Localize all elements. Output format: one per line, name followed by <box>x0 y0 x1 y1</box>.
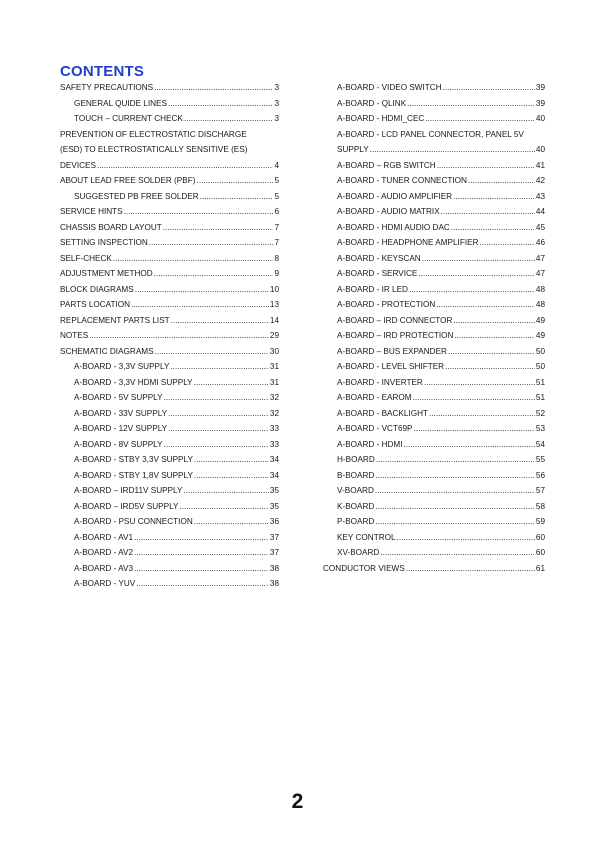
toc-entry[interactable] <box>60 452 279 468</box>
toc-entry-page: 60 <box>535 548 545 557</box>
toc-entry[interactable] <box>60 220 279 236</box>
toc-entry-title: ABOUT LEAD FREE SOLDER (PBF) <box>60 176 196 185</box>
toc-dot-leader <box>131 297 269 313</box>
toc-entry[interactable] <box>60 80 279 96</box>
toc-entry-page: 47 <box>535 269 545 278</box>
toc-entry-page: 38 <box>269 563 279 573</box>
toc-dot-leader <box>184 111 274 127</box>
toc-entry-title: A-BOARD - AV1 <box>74 532 133 542</box>
toc-dot-leader <box>124 204 274 220</box>
toc-entry-title: KEY CONTROL <box>337 532 396 542</box>
toc-dot-leader <box>194 468 269 484</box>
toc-entry[interactable] <box>60 111 279 127</box>
toc-entry-title: A-BOARD - VIDEO SWITCH <box>337 83 442 92</box>
toc-entry[interactable] <box>323 96 545 112</box>
toc-dot-leader <box>168 421 269 437</box>
toc-entry[interactable] <box>60 375 279 391</box>
toc-entry[interactable] <box>323 468 545 484</box>
toc-dot-leader <box>171 313 269 329</box>
toc-entry[interactable] <box>60 359 279 375</box>
toc-dot-leader <box>425 111 535 127</box>
toc-entry-page: 7 <box>274 238 279 247</box>
toc-entry[interactable] <box>60 499 279 515</box>
toc-entry[interactable] <box>323 375 545 391</box>
toc-entry-page: 4 <box>274 160 279 170</box>
toc-entry[interactable] <box>323 173 545 189</box>
toc-entry-title: DEVICES <box>60 160 96 170</box>
toc-entry-title: A-BOARD – BUS EXPANDER <box>337 346 447 356</box>
toc-dot-leader <box>448 344 535 360</box>
toc-dot-leader <box>154 80 273 96</box>
toc-entry-title: CHASSIS BOARD LAYOUT <box>60 222 162 232</box>
toc-entry[interactable] <box>60 313 279 329</box>
toc-dot-leader <box>413 390 535 406</box>
toc-dot-leader <box>135 282 269 298</box>
toc-entry-title: A-BOARD - PSU CONNECTION <box>74 517 193 526</box>
toc-entry[interactable] <box>323 437 545 453</box>
toc-entry-page: 51 <box>535 393 545 402</box>
toc-entry-title: XV-BOARD <box>337 548 380 557</box>
toc-entry-title: ADJUSTMENT METHOD <box>60 269 153 278</box>
toc-entry-page: 43 <box>535 191 545 201</box>
toc-entry[interactable] <box>60 251 279 267</box>
toc-entry-title: A-BOARD - 12V SUPPLY <box>74 424 168 433</box>
toc-entry-title: A-BOARD - HDMI <box>337 439 403 449</box>
toc-entry[interactable] <box>60 468 279 484</box>
toc-entry-title: SERVICE HINTS <box>60 207 123 216</box>
toc-dot-leader <box>194 452 269 468</box>
toc-entry-page: 49 <box>535 315 545 325</box>
toc-dot-leader <box>406 561 535 577</box>
toc-entry-title: A-BOARD - AUDIO MATRIX <box>337 207 440 216</box>
toc-dot-leader <box>404 437 535 453</box>
toc-dot-leader <box>164 437 269 453</box>
toc-entry-page: 37 <box>269 532 279 542</box>
toc-dot-leader <box>429 406 535 422</box>
toc-entry[interactable] <box>60 297 279 313</box>
toc-entry[interactable] <box>323 530 545 546</box>
toc-entry-page: 50 <box>535 362 545 371</box>
toc-entry-page: 37 <box>269 548 279 557</box>
toc-entry-title: PREVENTION OF ELECTROSTATIC DISCHARGE <box>60 129 247 139</box>
toc-entry[interactable] <box>323 266 545 282</box>
toc-entry-page: 32 <box>269 408 279 418</box>
toc-entry-title: A-BOARD - AUDIO AMPLIFIER <box>337 191 453 201</box>
toc-entry-page: 33 <box>269 424 279 433</box>
toc-entry[interactable] <box>323 359 545 375</box>
toc-entry[interactable] <box>60 561 279 577</box>
toc-entry[interactable] <box>60 158 279 174</box>
toc-entry-title: SELF-CHECK <box>60 253 112 263</box>
toc-dot-leader <box>134 530 269 546</box>
toc-entry[interactable] <box>60 344 279 360</box>
toc-entry[interactable] <box>323 220 545 236</box>
toc-entry[interactable] <box>60 514 279 530</box>
toc-entry-title: A-BOARD - LCD PANEL CONNECTOR, PANEL 5V <box>337 129 524 139</box>
toc-entry-page: 57 <box>535 486 545 495</box>
toc-entry[interactable] <box>60 406 279 422</box>
toc-dot-leader <box>453 313 534 329</box>
toc-entry-title: NOTES <box>60 331 89 340</box>
toc-entry-title: TOUCH – CURRENT CHECK <box>74 114 183 123</box>
toc-entry-title: A-BOARD - INVERTER <box>337 377 423 387</box>
toc-dot-leader <box>424 375 535 391</box>
toc-entry[interactable] <box>60 189 279 205</box>
toc-entry[interactable] <box>323 80 545 96</box>
toc-entry-page: 35 <box>269 501 279 511</box>
toc-entry-page: 39 <box>535 98 545 108</box>
toc-entry-title: SCHEMATIC DIAGRAMS <box>60 346 154 356</box>
toc-dot-leader <box>196 173 273 189</box>
toc-entry-page: 6 <box>274 207 279 216</box>
toc-entry-title: SAFETY PRECAUTIONS <box>60 83 154 92</box>
toc-entry-page: 10 <box>269 284 279 294</box>
toc-dot-leader <box>397 530 535 546</box>
toc-entry-page: 8 <box>274 253 279 263</box>
toc-entry[interactable] <box>323 204 545 220</box>
toc-entry-title: A-BOARD - AV2 <box>74 548 133 557</box>
toc-entry-title: A-BOARD - KEYSCAN <box>337 253 421 263</box>
toc-entry-title: A-BOARD – IRD CONNECTOR <box>337 315 453 325</box>
toc-entry-page: 7 <box>274 222 279 232</box>
toc-dot-leader <box>468 173 535 189</box>
toc-entry-title: P-BOARD <box>337 517 375 526</box>
toc-entry[interactable] <box>60 437 279 453</box>
toc-dot-leader <box>113 251 274 267</box>
toc-entry-title: B-BOARD <box>337 470 375 480</box>
toc-dot-leader <box>194 514 269 530</box>
toc-entry-page: 60 <box>535 532 545 542</box>
toc-dot-leader <box>418 266 535 282</box>
toc-dot-leader <box>443 80 535 96</box>
toc-entry[interactable] <box>60 266 279 282</box>
toc-entry-title: A-BOARD - QLINK <box>337 98 407 108</box>
toc-entry-page: 40 <box>535 114 545 123</box>
toc-entry-title: GENERAL QUIDE LINES <box>74 98 167 108</box>
toc-dot-leader <box>154 266 274 282</box>
toc-entry-title: A-BOARD - IR LED <box>337 284 408 294</box>
toc-entry[interactable] <box>323 313 545 329</box>
toc-entry[interactable] <box>323 158 545 174</box>
toc-entry[interactable] <box>60 282 279 298</box>
toc-entry[interactable] <box>323 297 545 313</box>
toc-dot-leader <box>194 375 269 391</box>
toc-entry[interactable] <box>323 421 545 437</box>
toc-entry-title: A-BOARD - EAROM <box>337 393 412 402</box>
toc-entry-page: 35 <box>269 486 279 495</box>
toc-entry[interactable] <box>323 142 545 158</box>
toc-entry-page: 9 <box>274 269 279 278</box>
toc-entry[interactable] <box>323 235 545 251</box>
toc-entry-page: 40 <box>535 145 545 154</box>
toc-entry-title: A-BOARD - 3,3V HDMI SUPPLY <box>74 377 193 387</box>
toc-entry-page: 34 <box>269 470 279 480</box>
toc-dot-leader <box>451 220 535 236</box>
toc-entry-page: 46 <box>535 238 545 247</box>
toc-entry-title: SUPPLY <box>337 145 369 154</box>
toc-entry-page: 42 <box>535 176 545 185</box>
toc-entry-page: 58 <box>535 501 545 511</box>
toc-entry-page: 39 <box>535 83 545 92</box>
toc-entry[interactable] <box>323 344 545 360</box>
toc-entry[interactable] <box>323 452 545 468</box>
toc-dot-leader <box>134 561 269 577</box>
contents-heading: CONTENTS <box>60 63 145 80</box>
toc-dot-leader <box>168 406 269 422</box>
toc-dot-leader <box>168 96 273 112</box>
toc-dot-leader <box>163 220 274 236</box>
toc-dot-leader <box>149 235 274 251</box>
toc-left-column <box>60 80 279 592</box>
toc-dot-leader <box>183 483 268 499</box>
toc-entry[interactable] <box>60 483 279 499</box>
toc-entry-page: 41 <box>535 160 545 170</box>
toc-entry[interactable] <box>60 96 279 112</box>
toc-entry-title: A-BOARD – RGB SWITCH <box>337 160 436 170</box>
toc-dot-leader <box>453 189 535 205</box>
toc-entry-page: 53 <box>535 424 545 433</box>
toc-entry[interactable] <box>323 127 545 143</box>
toc-entry-title: PARTS LOCATION <box>60 300 131 309</box>
toc-entry-page: 32 <box>269 393 279 402</box>
toc-entry-page: 5 <box>274 176 279 185</box>
toc-entry-page: 14 <box>269 315 279 325</box>
toc-dot-leader <box>89 328 269 344</box>
toc-dot-leader <box>454 328 534 344</box>
toc-entry[interactable] <box>60 576 279 592</box>
toc-dot-leader <box>441 204 535 220</box>
toc-entry-page: 50 <box>535 346 545 356</box>
toc-entry[interactable] <box>60 530 279 546</box>
toc-entry-page: 56 <box>535 470 545 480</box>
toc-entry-title: A-BOARD - VCT69P <box>337 424 413 433</box>
toc-entry[interactable] <box>323 328 545 344</box>
toc-entry-page: 29 <box>269 331 279 340</box>
toc-dot-leader <box>437 158 535 174</box>
toc-entry-title: A-BOARD - HEADPHONE AMPLIFIER <box>337 238 479 247</box>
page-number: 2 <box>291 790 304 813</box>
toc-dot-leader <box>407 96 535 112</box>
toc-entry-page: 59 <box>535 517 545 526</box>
toc-entry-title: SETTING INSPECTION <box>60 238 148 247</box>
toc-entry-title: A-BOARD - STBY 1,8V SUPPLY <box>74 470 193 480</box>
toc-entry-title: A-BOARD – IRD5V SUPPLY <box>74 501 179 511</box>
toc-entry[interactable] <box>60 545 279 561</box>
toc-entry-page: 33 <box>269 439 279 449</box>
toc-entry-title: A-BOARD - PROTECTION <box>337 300 436 309</box>
toc-dot-leader <box>164 390 269 406</box>
toc-entry[interactable] <box>323 561 545 577</box>
toc-entry[interactable] <box>60 142 279 158</box>
toc-dot-leader <box>375 514 535 530</box>
toc-entry-page: 31 <box>269 377 279 387</box>
toc-entry-title: REPLACEMENT PARTS LIST <box>60 315 170 325</box>
toc-entry-page: 34 <box>269 455 279 464</box>
toc-entry-page: 13 <box>269 300 279 309</box>
toc-dot-leader <box>409 282 535 298</box>
toc-entry-page: 3 <box>274 98 279 108</box>
toc-right-column <box>323 80 545 576</box>
toc-dot-leader <box>370 142 535 158</box>
toc-entry-page: 3 <box>274 83 279 92</box>
toc-dot-leader <box>155 344 269 360</box>
toc-entry-page: 61 <box>535 563 545 573</box>
toc-entry-title: A-BOARD - 33V SUPPLY <box>74 408 168 418</box>
toc-entry-title: A-BOARD - 8V SUPPLY <box>74 439 163 449</box>
toc-entry-title: A-BOARD – IRD PROTECTION <box>337 331 454 340</box>
toc-entry[interactable] <box>323 189 545 205</box>
toc-entry[interactable] <box>60 235 279 251</box>
toc-entry[interactable] <box>60 328 279 344</box>
toc-dot-leader <box>414 421 535 437</box>
toc-entry-title: A-BOARD - HDMI_CEC <box>337 114 425 123</box>
toc-entry-title: SUGGESTED PB FREE SOLDER <box>74 191 199 201</box>
toc-dot-leader <box>134 545 269 561</box>
toc-entry-page: 51 <box>535 377 545 387</box>
toc-dot-leader <box>480 235 535 251</box>
toc-entry[interactable] <box>323 499 545 515</box>
toc-entry[interactable] <box>323 111 545 127</box>
toc-entry-page: 52 <box>535 408 545 418</box>
toc-entry-page: 49 <box>535 331 545 340</box>
toc-entry-title: V-BOARD <box>337 486 374 495</box>
toc-entry[interactable] <box>323 251 545 267</box>
toc-entry[interactable] <box>323 282 545 298</box>
toc-entry[interactable] <box>323 406 545 422</box>
toc-entry-title: A-BOARD - SERVICE <box>337 269 418 278</box>
toc-entry-title: A-BOARD - STBY 3,3V SUPPLY <box>74 455 193 464</box>
toc-entry-title: A-BOARD - 3,3V SUPPLY <box>74 362 170 371</box>
toc-entry-title: (ESD) TO ELECTROSTATICALLY SENSITIVE (ES) <box>60 145 248 154</box>
toc-entry-page: 3 <box>274 114 279 123</box>
toc-entry-title: A-BOARD - BACKLIGHT <box>337 408 428 418</box>
toc-entry-title: K-BOARD <box>337 501 375 511</box>
toc-dot-leader <box>180 499 269 515</box>
toc-dot-leader <box>97 158 273 174</box>
toc-entry[interactable] <box>60 204 279 220</box>
toc-entry[interactable] <box>323 390 545 406</box>
toc-entry-page: 31 <box>269 362 279 371</box>
toc-entry[interactable] <box>60 127 279 143</box>
toc-entry-title: A-BOARD - TUNER CONNECTION <box>337 176 467 185</box>
toc-entry-title: A-BOARD - 5V SUPPLY <box>74 393 163 402</box>
toc-dot-leader <box>422 251 535 267</box>
toc-entry-title: A-BOARD - HDMI AUDIO DAC <box>337 222 450 232</box>
toc-entry-page: 54 <box>535 439 545 449</box>
toc-dot-leader <box>136 576 269 592</box>
toc-dot-leader <box>375 468 535 484</box>
toc-entry[interactable] <box>323 545 545 561</box>
toc-entry-page: 30 <box>269 346 279 356</box>
toc-dot-leader <box>200 189 274 205</box>
toc-dot-leader <box>376 452 535 468</box>
toc-entry-title: A-BOARD - AV3 <box>74 563 133 573</box>
toc-entry[interactable] <box>60 390 279 406</box>
toc-dot-leader <box>375 483 535 499</box>
toc-entry[interactable] <box>60 173 279 189</box>
toc-entry[interactable] <box>60 421 279 437</box>
toc-entry-page: 36 <box>269 517 279 526</box>
toc-entry-title: CONDUCTOR VIEWS <box>323 563 405 573</box>
toc-entry-page: 47 <box>535 253 545 263</box>
toc-entry-page: 38 <box>269 579 279 588</box>
toc-entry[interactable] <box>323 514 545 530</box>
toc-dot-leader <box>380 545 535 561</box>
toc-dot-leader <box>436 297 535 313</box>
toc-entry-page: 48 <box>535 284 545 294</box>
toc-dot-leader <box>170 359 268 375</box>
toc-entry-page: 55 <box>535 455 545 464</box>
toc-entry-title: BLOCK DIAGRAMS <box>60 284 134 294</box>
toc-entry[interactable] <box>323 483 545 499</box>
toc-dot-leader <box>445 359 535 375</box>
toc-entry-page: 48 <box>535 300 545 309</box>
toc-entry-title: A-BOARD – IRD11V SUPPLY <box>74 486 183 495</box>
toc-entry-title: A-BOARD - YUV <box>74 579 136 588</box>
toc-entry-page: 45 <box>535 222 545 232</box>
toc-entry-page: 44 <box>535 207 545 216</box>
toc-entry-title: H-BOARD <box>337 455 375 464</box>
toc-entry-page: 5 <box>274 191 279 201</box>
toc-dot-leader <box>375 499 535 515</box>
toc-entry-title: A-BOARD - LEVEL SHIFTER <box>337 362 445 371</box>
